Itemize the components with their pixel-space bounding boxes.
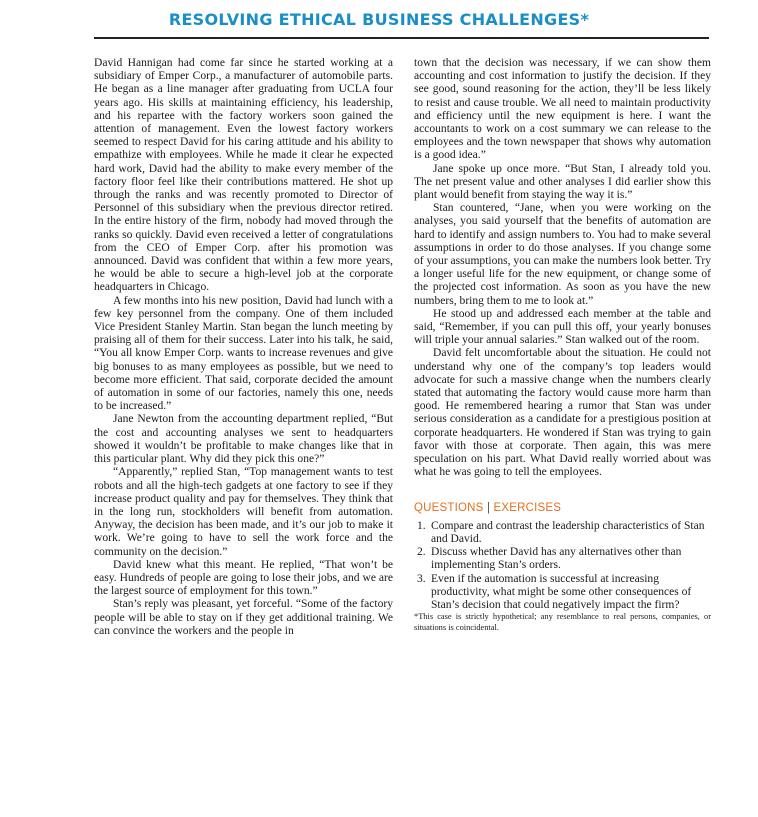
paragraph: town that the decision was necessary, if we can show them accounting and cost information to justify the decision. If they see good, sound reasoning for the action, they’ll be less likely to resist and cause trouble. We all need to maintain productivity and efficiency until the new equipment is here. I want the accountants to work on a cost summary we can release to the employees and the town newspaper that shows why automation is a good idea.”	[414, 57, 711, 162]
paragraph: Jane Newton from the accounting department replied, “But the cost and accounting analyses we sent to headquarters showed it wouldn’t be profitable to make changes like that in this particular plant. Why did they pick this one?”	[94, 413, 393, 466]
question-text: Compare and contrast the leadership characteristics of Stan and David.	[431, 519, 705, 545]
question-item	[414, 520, 711, 546]
questions-label: QUESTIONS	[414, 501, 484, 514]
question-number: 2.	[417, 546, 426, 559]
heading-separator: |	[486, 501, 491, 514]
paragraph: Stan countered, “Jane, when you were working on the analyses, you said yourself that the benefits of automation are hard to identify and assign numbers to. You had to make several assumptions in order to do those analyses. If you change some of your assumptions, you can make the numbers look better. Try a longer useful life for the new equipment, or change some of the projected cost information. As soon as you have the new numbers, bring them to me to look at.”	[414, 202, 711, 307]
left-column	[94, 57, 393, 638]
question-list	[414, 520, 711, 612]
paragraph: A few months into his new position, David had lunch with a few key personnel from the company. One of them included Vice President Stanley Martin. Stan began the lunch meeting by praising all of them for their success. Later into his talk, he said, “You all know Emper Corp. wants to increase revenues and give big bonuses to as many employees as possible, but we need to become more efficient. That said, corporate decided the amount of automation in some of our factories, namely this one, needs to be increased.”	[94, 294, 393, 413]
question-item	[414, 546, 711, 572]
exercises-label: EXERCISES	[493, 501, 562, 514]
paragraph: He stood up and addressed each member at the table and said, “Remember, if you can pull this off, your yearly bonuses will triple your annual salaries.” Stan walked out of the room.	[414, 307, 711, 347]
paragraph: David felt uncomfortable about the situation. He could not understand why one of the company’s top leaders would advocate for such a massive change when the numbers clearly stated that automating the factory would cause more harm than good. He remembered hearing a rumor that Stan was under serious consideration as a candidate for a prestigious position at corporate headquarters. He wondered if Stan was trying to gain favor with those at corporate. Then again, this was mere speculation on his part. What David really worried about was what he was going to tell the employees.	[414, 347, 711, 479]
footnote: *This case is strictly hypothetical; any resemblance to real persons, companies, or situations is coincidental.	[414, 612, 711, 632]
paragraph: Jane spoke up once more. “But Stan, I already told you. The net present value and other analyses I did earlier show this plant would benefit from staying the way it is.”	[414, 162, 711, 202]
paragraph: “Apparently,” replied Stan, “Top management wants to test robots and all the high-tech gadgets at one factory to see if they increase product quality and pay for themselves. They think that in the long run, stockholders will benefit from automation. Anyway, the decision has been made, and it’s our job to make it work. We’re going to have to sell the work force and the community on the decision.”	[94, 466, 393, 558]
paragraph: David knew what this meant. He replied, “That won’t be easy. Hundreds of people are going to lose their jobs, and we are the largest source of employment for this town.”	[94, 558, 393, 598]
questions-heading	[414, 502, 711, 515]
title-rule	[94, 37, 709, 39]
question-number: 3.	[417, 572, 426, 585]
right-column	[414, 57, 711, 633]
question-text: Even if the automation is successful at increasing productivity, what might be some other consequences of Stan’s decision that could negatively impact the firm?	[431, 572, 692, 611]
question-text: Discuss whether David has any alternatives other than implementing Stan’s orders.	[431, 546, 682, 572]
paragraph: David Hannigan had come far since he started working at a subsidiary of Emper Corp., a manufacturer of automobile parts. He began as a line manager after graduating from UCLA four years ago. His skills at maintaining efficiency, his leadership, and his repartee with the factory workers soon gained the attention of management. Even the lowest factory workers seemed to respect David for his caring attitude and his ability to empathize with employees. While he made it clear he expected hard work, David had the ability to make every member of the factory floor feel like their contributions mattered. He shot up through the ranks and was recently promoted to Director of Personnel of this subsidiary when the previous director retired. In the entire history of the firm, nobody had moved through the ranks so quickly. David even received a letter of congratulations from the CEO of Emper Corp. after his promotion was announced. David was confident that within a few more years, he would be able to secure a high-level job at the corporate headquarters in Chicago.	[94, 57, 393, 294]
paragraph: Stan’s reply was pleasant, yet forceful. “Some of the factory people will be able to stay on if they get additional training. We can convince the workers and the people in	[94, 598, 393, 637]
question-number: 1.	[417, 519, 426, 532]
question-item	[414, 573, 711, 613]
page-title: RESOLVING ETHICAL BUSINESS CHALLENGES*	[168, 10, 590, 29]
